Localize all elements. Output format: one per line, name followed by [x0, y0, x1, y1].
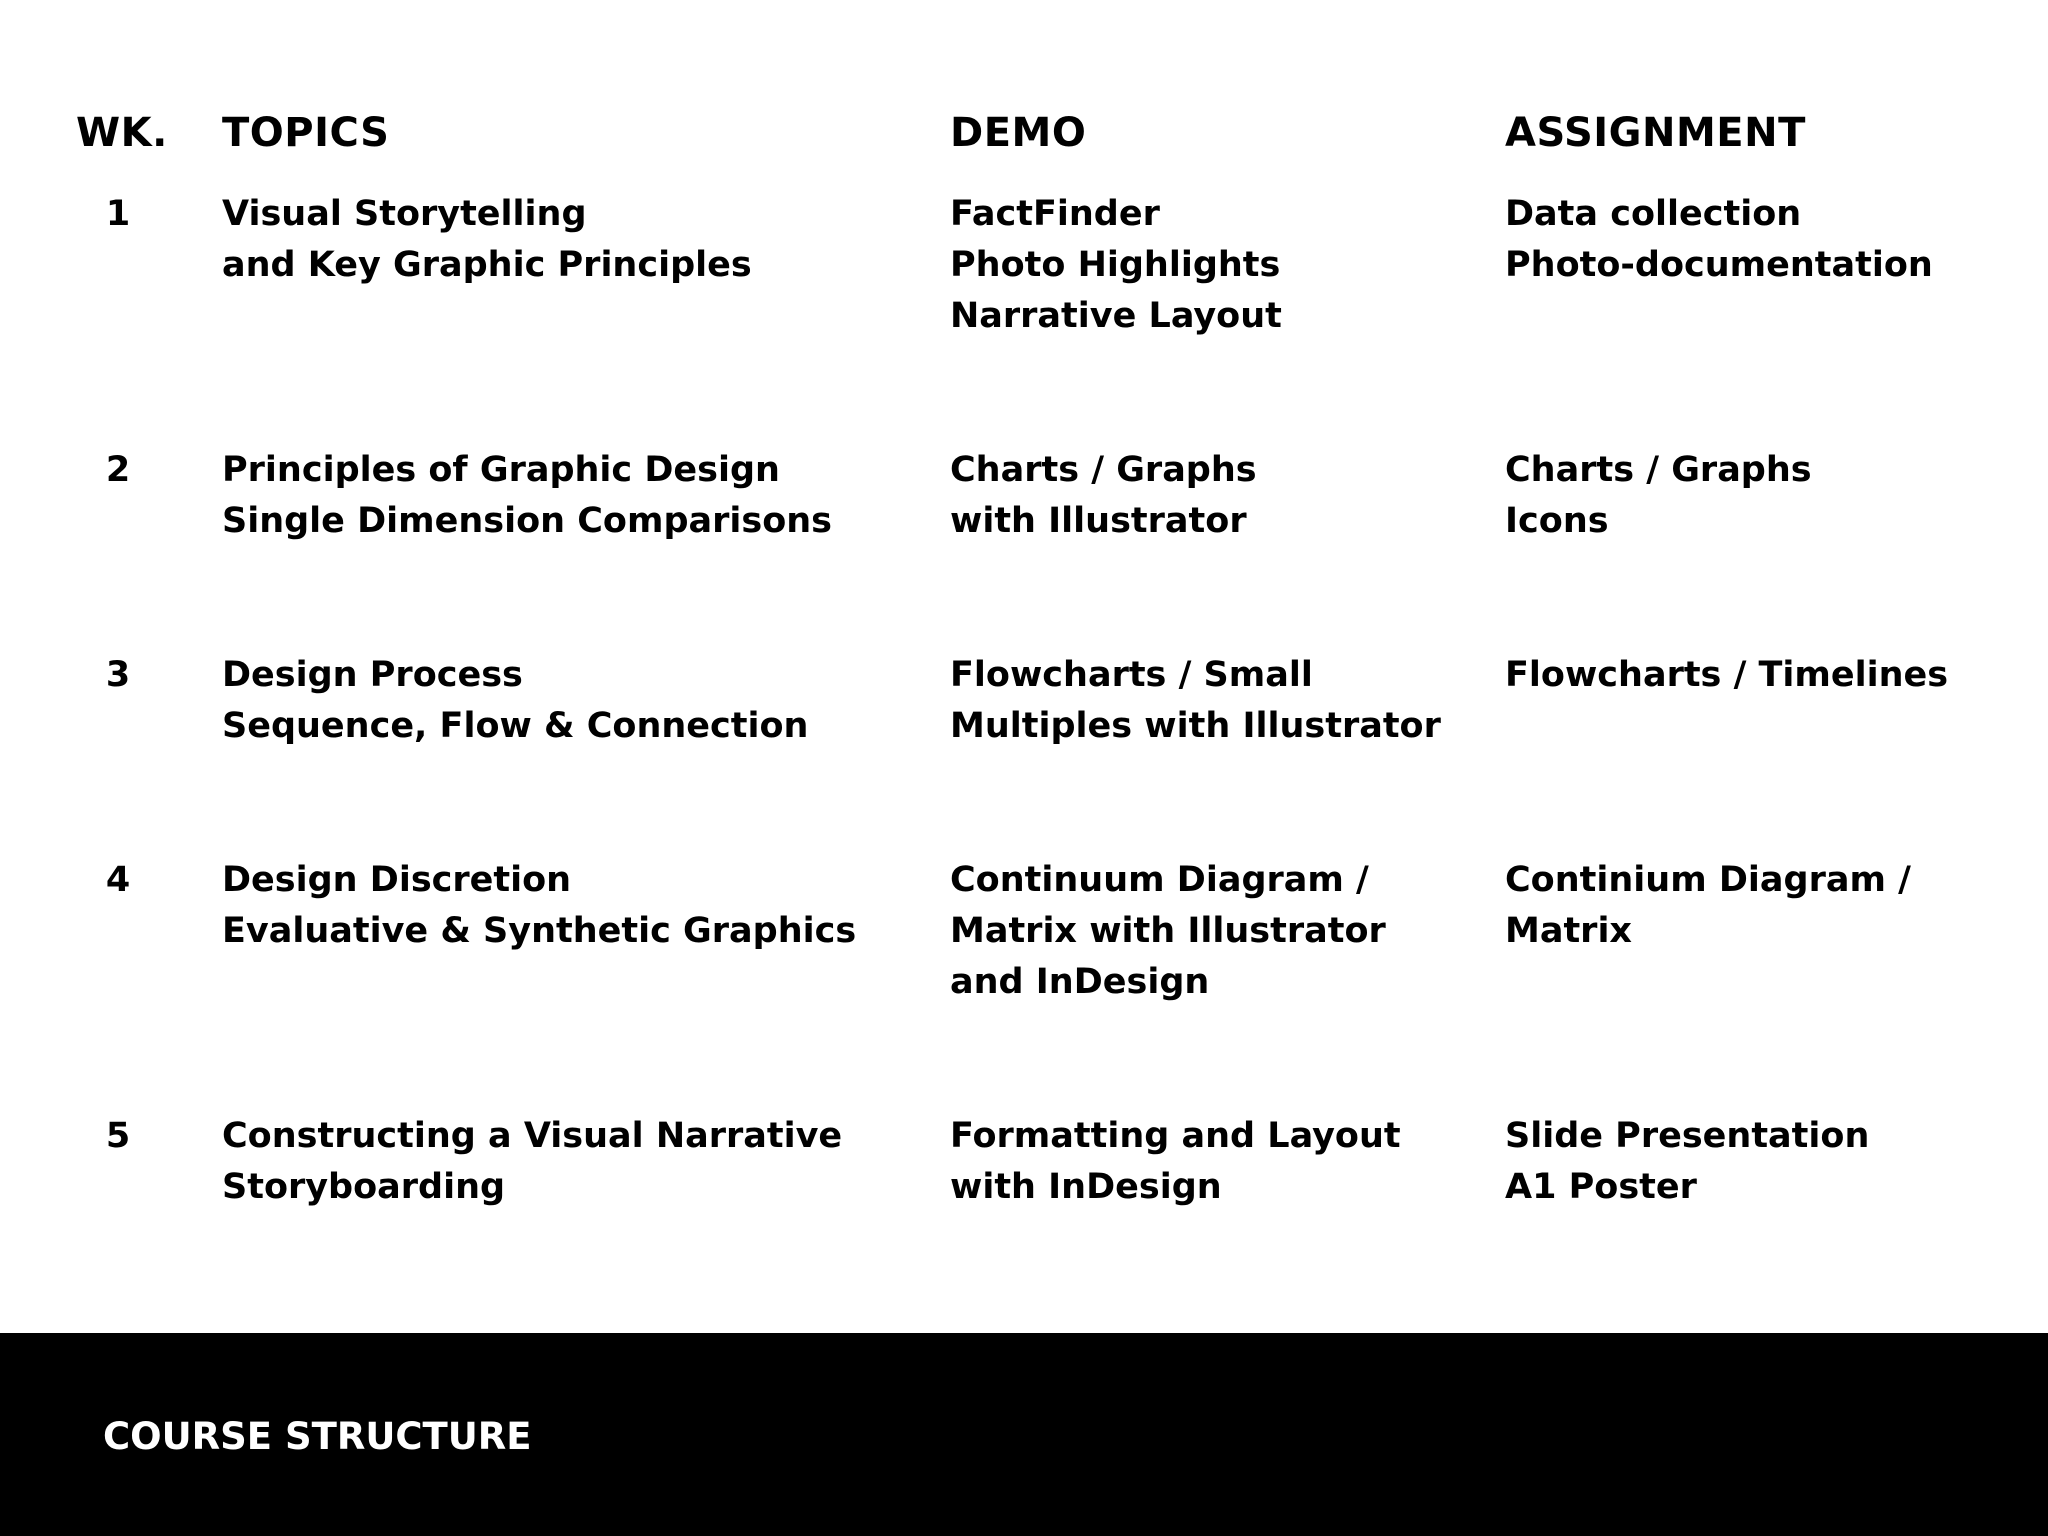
- topics-cell: [222, 650, 808, 752]
- header-topics: TOPICS: [222, 110, 390, 156]
- topics-cell: [222, 1111, 842, 1213]
- assignment-cell: [1505, 445, 1812, 547]
- demo-line: Matrix with Illustrator: [950, 911, 1386, 951]
- demo-line: with InDesign: [950, 1167, 1222, 1207]
- assignment-line: Photo-documentation: [1505, 245, 1933, 285]
- demo-line: Charts / Graphs: [950, 450, 1257, 490]
- assignment-line: Matrix: [1505, 911, 1633, 951]
- demo-line: Continuum Diagram /: [950, 860, 1369, 900]
- week-number: 5: [105, 1116, 131, 1156]
- assignment-line: Charts / Graphs: [1505, 450, 1812, 490]
- week-number: 2: [105, 450, 131, 490]
- header-demo: DEMO: [950, 110, 1087, 156]
- topic-line: Single Dimension Comparisons: [222, 501, 833, 541]
- demo-line: Narrative Layout: [950, 296, 1282, 336]
- demo-line: FactFinder: [950, 194, 1160, 234]
- topic-line: Visual Storytelling: [222, 194, 587, 234]
- demo-cell: [950, 189, 1282, 342]
- topics-cell: [222, 445, 832, 547]
- assignment-line: Slide Presentation: [1505, 1116, 1870, 1156]
- topics-cell: [222, 189, 752, 291]
- demo-cell: [950, 650, 1441, 752]
- topic-line: Design Discretion: [222, 860, 572, 900]
- topic-line: Principles of Graphic Design: [222, 450, 780, 490]
- assignment-line: Flowcharts / Timelines: [1505, 655, 1949, 695]
- week-number: 3: [105, 655, 131, 695]
- demo-cell: [950, 1111, 1401, 1213]
- demo-line: Flowcharts / Small: [950, 655, 1313, 695]
- topics-cell: [222, 855, 856, 957]
- header-week: WK.: [76, 110, 168, 156]
- assignment-line: Continium Diagram /: [1505, 860, 1911, 900]
- topic-line: Evaluative & Synthetic Graphics: [222, 911, 857, 951]
- footer-title: COURSE STRUCTURE: [103, 1415, 532, 1458]
- topic-line: Constructing a Visual Narrative: [222, 1116, 843, 1156]
- week-number: 4: [105, 860, 131, 900]
- demo-cell: [950, 855, 1386, 1008]
- assignment-cell: [1505, 1111, 1869, 1213]
- demo-line: and InDesign: [950, 962, 1210, 1002]
- topic-line: Storyboarding: [222, 1167, 506, 1207]
- assignment-line: Data collection: [1505, 194, 1802, 234]
- topic-line: and Key Graphic Principles: [222, 245, 752, 285]
- assignment-cell: [1505, 650, 1948, 701]
- demo-cell: [950, 445, 1257, 547]
- header-assignment: ASSIGNMENT: [1505, 110, 1806, 156]
- assignment-cell: [1505, 855, 1911, 957]
- demo-line: with Illustrator: [950, 501, 1247, 541]
- week-number: 1: [105, 194, 131, 234]
- assignment-cell: [1505, 189, 1933, 291]
- demo-line: Photo Highlights: [950, 245, 1281, 285]
- demo-line: Formatting and Layout: [950, 1116, 1401, 1156]
- demo-line: Multiples with Illustrator: [950, 706, 1441, 746]
- topic-line: Design Process: [222, 655, 523, 695]
- assignment-line: A1 Poster: [1505, 1167, 1697, 1207]
- topic-line: Sequence, Flow & Connection: [222, 706, 809, 746]
- assignment-line: Icons: [1505, 501, 1609, 541]
